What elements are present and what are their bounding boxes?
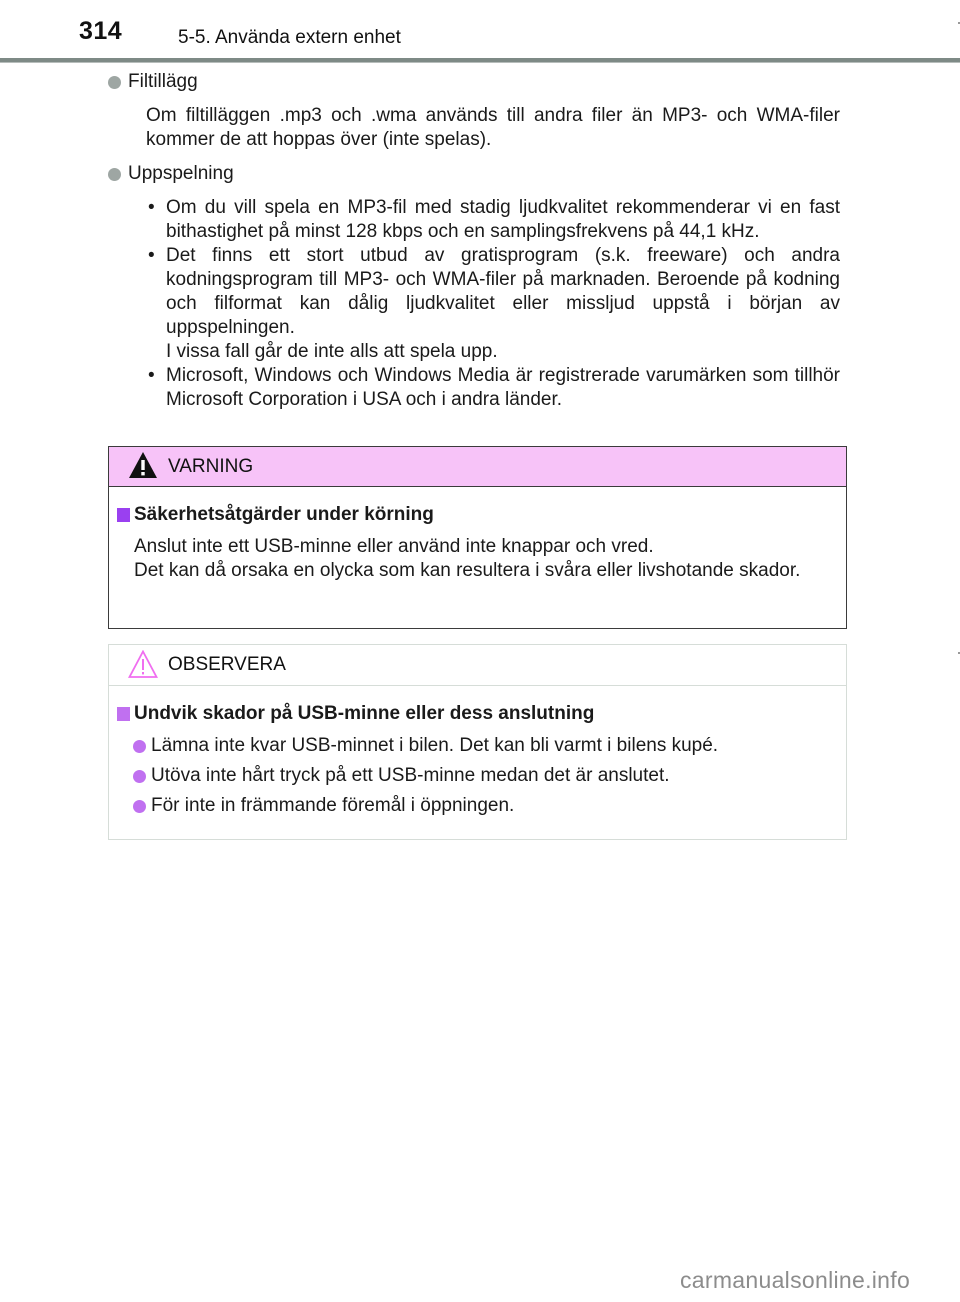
bullet-mark-icon: • bbox=[148, 365, 155, 386]
bullet-mark-icon: • bbox=[148, 197, 155, 218]
note-box-body bbox=[109, 686, 846, 818]
warning-box-body bbox=[109, 487, 846, 583]
topic-heading-playback bbox=[108, 162, 848, 186]
list-item-text: Det finns ett stort utbud av gratisprogram (s.k. freeware) och andra kodningsprogram till MP3- och WMA-filer på marknaden. Beroende på kodning och filformat kan dålig ljudkvalitet eller missljud uppstå i början av uppspelningen. bbox=[166, 245, 840, 338]
warning-box-header bbox=[109, 447, 846, 487]
bullet-mark-icon: • bbox=[148, 245, 155, 266]
note-title: OBSERVERA bbox=[168, 654, 286, 675]
list-item-text: Om du vill spela en MP3-fil med stadig ljudkvalitet rekommenderar vi en fast bithastighet på minst 128 kbps och en samplingsfrekvens på 44,1 kHz. bbox=[166, 197, 840, 242]
subheading-text: Undvik skador på USB-minne eller dess anslutning bbox=[134, 703, 595, 724]
note-box-header bbox=[109, 645, 846, 686]
warning-text bbox=[117, 535, 830, 583]
topic-heading-file-extension bbox=[108, 70, 848, 94]
note-item-text: Utöva inte hårt tryck på ett USB-minne medan det är anslutet. bbox=[151, 765, 670, 786]
warning-subheading bbox=[117, 503, 830, 527]
bullet-dot-icon bbox=[133, 740, 146, 753]
page-number: 314 bbox=[79, 17, 123, 45]
bullet-dot-icon bbox=[133, 770, 146, 783]
note-list-item bbox=[117, 734, 830, 758]
caution-triangle-outline-icon bbox=[128, 650, 158, 678]
note-list-item bbox=[117, 764, 830, 788]
topic-title: Uppspelning bbox=[128, 163, 234, 184]
page-header bbox=[0, 0, 960, 62]
square-marker-icon bbox=[117, 508, 130, 522]
main-content bbox=[108, 70, 848, 422]
playback-bullet-list bbox=[108, 196, 848, 412]
note-box bbox=[108, 644, 847, 840]
header-divider bbox=[0, 58, 960, 63]
note-subheading bbox=[117, 702, 830, 726]
topic-paragraph: Om filtilläggen .mp3 och .wma används till andra filer än MP3- och WMA-filer kommer de att hoppas över (inte spelas). bbox=[146, 105, 840, 150]
watermark-link[interactable]: carmanualsonline.info bbox=[680, 1267, 911, 1293]
bullet-dot-icon bbox=[133, 800, 146, 813]
list-item-text: Microsoft, Windows och Windows Media är registrerade varumärken som tillhör Microsoft Corporation i USA och i andra länder. bbox=[166, 365, 840, 410]
list-item bbox=[146, 364, 840, 412]
bullet-dot-icon bbox=[108, 76, 121, 89]
square-marker-icon bbox=[117, 707, 130, 721]
warning-box bbox=[108, 446, 847, 629]
list-item bbox=[146, 244, 840, 364]
note-list-item bbox=[117, 794, 830, 818]
topic-title: Filtillägg bbox=[128, 71, 198, 92]
note-item-text: För inte in främmande föremål i öppningen. bbox=[151, 795, 515, 816]
subheading-text: Säkerhetsåtgärder under körning bbox=[134, 504, 434, 525]
note-item-text: Lämna inte kvar USB-minnet i bilen. Det kan bli varmt i bilens kupé. bbox=[151, 735, 719, 756]
warning-title: VARNING bbox=[168, 456, 254, 477]
list-item bbox=[146, 196, 840, 244]
warning-triangle-filled-icon bbox=[128, 451, 158, 479]
bullet-dot-icon bbox=[108, 168, 121, 181]
section-title: 5-5. Använda extern enhet bbox=[178, 27, 401, 48]
warning-text-line: Anslut inte ett USB-minne eller använd inte knappar och vred. bbox=[134, 536, 654, 557]
list-item-extra-text: I vissa fall går de inte alls att spela upp. bbox=[166, 341, 498, 362]
warning-text-line: Det kan då orsaka en olycka som kan resultera i svåra eller livshotande skador. bbox=[134, 560, 801, 581]
